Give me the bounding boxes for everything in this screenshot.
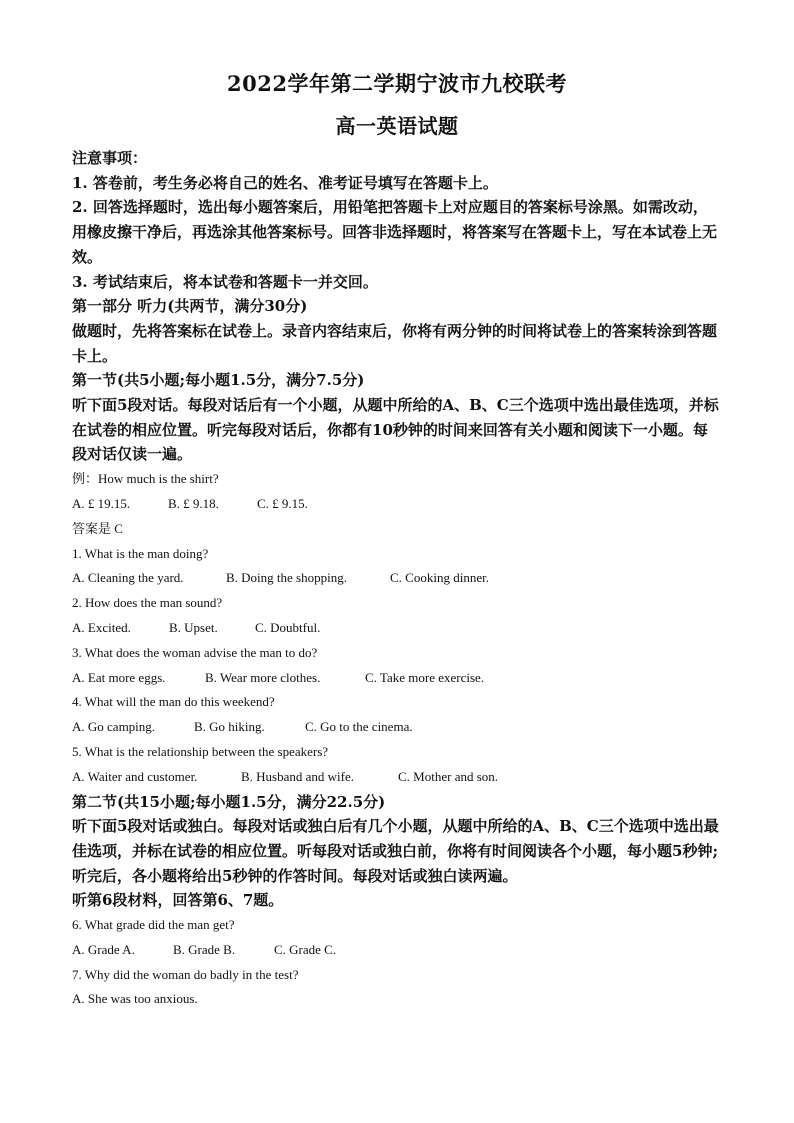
q3-option-b: B. Wear more clothes. xyxy=(205,669,321,685)
notice-heading: 注意事项： xyxy=(72,149,148,167)
notice-item-1: 1. 答卷前，考生务必将自己的姓名、准考证号填写在答题卡上。 xyxy=(72,173,498,192)
example-option-c: C. £ 9.15. xyxy=(257,495,308,511)
question-3: 3. What does the woman advise the man to do? xyxy=(72,644,318,660)
question-1-options xyxy=(72,566,722,591)
q5-option-b: B. Husband and wife. xyxy=(241,768,355,784)
q5-option-c: C. Mother and son. xyxy=(398,768,499,784)
q3-option-c: C. Take more exercise. xyxy=(365,669,485,685)
section2-heading: 第二节(共15小题;每小题1.5分，满分22.5分) xyxy=(72,792,386,811)
section2-material: 听第6段材料，回答第6、7题。 xyxy=(72,891,284,910)
q5-option-a: A. Waiter and customer. xyxy=(72,768,198,784)
q2-option-c: C. Doubtful. xyxy=(255,619,321,635)
notice-item-3: 3. 考试结束后，将本试卷和答题卡一并交回。 xyxy=(72,272,378,291)
example-question: 例：How much is the shirt? xyxy=(72,471,219,487)
question-5: 5. What is the relationship between the speakers? xyxy=(72,743,329,759)
question-2: 2. How does the man sound? xyxy=(72,595,223,611)
q3-option-a: A. Eat more eggs. xyxy=(72,669,166,685)
question-4: 4. What will the man do this weekend? xyxy=(72,694,275,710)
example-options xyxy=(72,492,722,517)
question-2-options xyxy=(72,616,722,641)
part1-heading: 第一部分 听力(共两节，满分30分) xyxy=(72,297,308,316)
notice-item-2: 2. 回答选择题时，选出每小题答案后，用铅笔把答题卡上对应题目的答案标号涂黑。如需改动，用橡皮擦干净后，再选涂其他答案标号。回答非选择题时，将答案写在答题卡上，写在本试卷上无效。 xyxy=(72,198,718,266)
example-option-b: B. £ 9.18. xyxy=(168,495,219,511)
exam-content xyxy=(72,146,722,1012)
q7-option-a: A. She was too anxious. xyxy=(72,991,198,1007)
question-4-options xyxy=(72,715,722,740)
section1-heading: 第一节(共5小题;每小题1.5分，满分7.5分) xyxy=(72,371,365,390)
q6-option-c: C. Grade C. xyxy=(274,941,337,957)
question-6: 6. What grade did the man get? xyxy=(72,917,235,933)
q4-option-b: B. Go hiking. xyxy=(194,719,265,735)
question-7: 7. Why did the woman do badly in the test? xyxy=(72,966,299,982)
section1-intro: 听下面5段对话。每段对话后有一个小题，从题中所给的A、B、C三个选项中选出最佳选项，并标在试卷的相应位置。听完每段对话后，你都有10秒钟的时间来回答有关小题和阅读下一小题。每段对话仅读一遍。 xyxy=(72,396,719,464)
q1-option-c: C. Cooking dinner. xyxy=(390,570,489,586)
question-6-options xyxy=(72,938,722,963)
exam-subtitle: 高一英语试题 xyxy=(335,114,459,138)
q6-option-a: A. Grade A. xyxy=(72,941,135,957)
q2-option-b: B. Upset. xyxy=(169,619,218,635)
q1-option-a: A. Cleaning the yard. xyxy=(72,570,184,586)
exam-title: 2022学年第二学期宁波市九校联考 xyxy=(227,71,567,96)
q2-option-a: A. Excited. xyxy=(72,619,131,635)
example-answer: 答案是 C xyxy=(72,520,123,536)
q4-option-a: A. Go camping. xyxy=(72,719,156,735)
question-3-options xyxy=(72,666,722,691)
q1-option-b: B. Doing the shopping. xyxy=(226,570,347,586)
section2-intro: 听下面5段对话或独白。每段对话或独白后有几个小题，从题中所给的A、B、C三个选项中选出最佳选项，并标在试卷的相应位置。听每段对话或独白前，你将有时间阅读各个小题，每小题5秒钟;听完后，各小题将给出5秒钟的作答时间。每段对话或独白读两遍。 xyxy=(72,817,719,885)
part1-intro: 做题时，先将答案标在试卷上。录音内容结束后，你将有两分钟的时间将试卷上的答案转涂到答题卡上。 xyxy=(72,321,718,365)
example-option-a: A. £ 19.15. xyxy=(72,495,131,511)
q4-option-c: C. Go to the cinema. xyxy=(305,719,413,735)
question-1: 1. What is the man doing? xyxy=(72,545,209,561)
question-5-options xyxy=(72,765,722,790)
q6-option-b: B. Grade B. xyxy=(173,941,236,957)
